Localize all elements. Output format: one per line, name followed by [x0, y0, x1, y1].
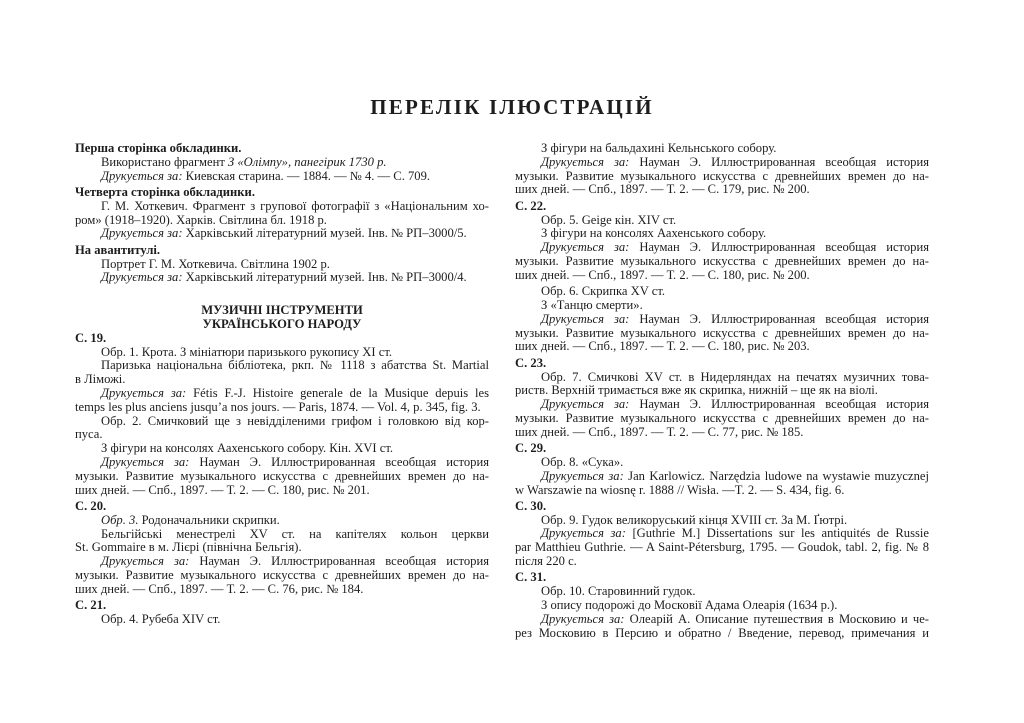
- line-text: риств. Верхній тримається вже як скрипка, нижній – ще як на віолі.: [515, 383, 878, 398]
- text-line: [515, 613, 929, 627]
- entry-heading: [515, 500, 929, 514]
- entry-heading: [75, 186, 489, 200]
- text-line: [515, 426, 929, 440]
- text-line: [75, 415, 489, 429]
- line-text: Харківський літературний музей. Інв. № РП–3000/4.: [182, 270, 467, 285]
- text-line: [75, 156, 489, 170]
- text-line: [515, 269, 929, 283]
- text-line: [515, 170, 929, 184]
- right-column: [515, 142, 929, 640]
- line-text: Перша сторінка обкладинки.: [75, 141, 242, 155]
- line-text: С. 22.: [515, 198, 547, 213]
- text-line: [75, 583, 489, 597]
- text-line: [515, 555, 929, 569]
- line-text: Обр. 7. Смичкові XV ст. в Нидерляндах на печатях музичних това-: [541, 369, 929, 384]
- line-text: Г. М. Хоткевич. Фрагмент з групової фотографії з «Національним хо-: [101, 198, 489, 213]
- line-text: С. 31.: [515, 570, 547, 585]
- text-line: [515, 371, 929, 385]
- text-line: [515, 285, 929, 299]
- text-line: [515, 241, 929, 255]
- text-line: [75, 428, 489, 442]
- entry-heading: [75, 332, 489, 346]
- line-text: St. Gommaire в м. Лієрі (північна Бельгія).: [75, 540, 302, 555]
- line-text: Киевская старина. — 1884. — № 4. — С. 709.: [182, 168, 431, 183]
- line-text: рез Московию в Персию и обратно / Введение, перевод, примечания и: [515, 625, 929, 640]
- line-text: З фігури на консолях Аахенського собору.: [541, 226, 767, 241]
- line-text: ром» (1918–1920). Харків. Світлина бл. 1918 р.: [75, 212, 327, 227]
- line-text: [Guthrie M.] Dissertations sur les antiquités de Russie: [625, 526, 929, 541]
- source-label: Друкується за:: [541, 311, 630, 326]
- text-line: [515, 599, 929, 613]
- line-text: Олеарій А. Описание путешествия в Московию и че-: [624, 611, 929, 626]
- source-label: Друкується за:: [541, 397, 630, 412]
- text-line: [515, 156, 929, 170]
- text-line: [75, 470, 489, 484]
- line-text: Обр. 8. «Сука».: [541, 454, 624, 469]
- line-text: З «Танцю смерти».: [541, 297, 643, 312]
- source-label: Друкується за:: [541, 468, 624, 483]
- text-line: [75, 258, 489, 272]
- text-line: [515, 183, 929, 197]
- line-text: Обр. 2. Смичковий ще з невідділеними грифом і головкою від кор-: [101, 413, 489, 428]
- line-text: музыки. Развитие музыкального искусства с древнейших времен до на-: [515, 253, 929, 268]
- line-text: в Ліможі.: [75, 372, 126, 387]
- line-text: Обр. 5. Geige кін. XIV ст.: [541, 212, 677, 227]
- text-line: [515, 299, 929, 313]
- line-text: ших дней. — Спб., 1897. — Т. 2. — С. 180, рис. № 200.: [515, 267, 810, 282]
- entry-heading: [75, 500, 489, 514]
- line-text: С. 23.: [515, 355, 547, 370]
- text-line: [75, 528, 489, 542]
- source-label: Друкується за:: [101, 270, 183, 285]
- line-text: музыки. Развитие музыкального искусства с древнейших времен до на-: [515, 325, 929, 340]
- text-line: [75, 484, 489, 498]
- text-line: [515, 627, 929, 641]
- line-text: На авантитулі.: [75, 242, 161, 257]
- entry-heading: [515, 200, 929, 214]
- line-text: після 220 с.: [515, 554, 577, 569]
- text-line: [515, 527, 929, 541]
- line-text: temps les plus anciens jusqu’a nos jours. — Paris, 1874. — Vol. 4, p. 345, fig. 3.: [75, 399, 481, 414]
- text-line: [515, 541, 929, 555]
- entry-heading: [515, 571, 929, 585]
- line-text: w Warszawie na wiosnę r. 1888 // Wisła. —T. 2. — S. 434, fig. 6.: [515, 482, 845, 497]
- line-text: Використано фрагмент: [101, 154, 228, 169]
- line-text: музыки. Развитие музыкального искусства с древнейших времен до на-: [515, 410, 929, 425]
- source-label: Друкується за:: [101, 454, 190, 469]
- text-line: [515, 470, 929, 484]
- page-title: ПЕРЕЛІК ІЛЮСТРАЦІЙ: [370, 95, 654, 119]
- text-line: [515, 484, 929, 498]
- section-heading: [75, 304, 489, 318]
- source-label: Друкується за:: [101, 554, 190, 569]
- line-text: Fétis F.-J. Histoire generale de la Musique depuis les: [186, 385, 490, 400]
- source-label: Друкується за:: [541, 611, 625, 626]
- text-line: [75, 555, 489, 569]
- text-line: [515, 384, 929, 398]
- text-line: [515, 412, 929, 426]
- line-text: музыки. Развитие музыкального искусства с древнейших времен до на-: [515, 168, 929, 183]
- text-line: [515, 142, 929, 156]
- text-line: [515, 398, 929, 412]
- text-line: [75, 613, 489, 627]
- source-label: Обр. 3.: [101, 512, 139, 527]
- text-line: [75, 514, 489, 528]
- line-text: С. 21.: [75, 598, 107, 613]
- line-text: З фігури на бальдахині Кельнського собору.: [541, 141, 777, 155]
- text-line: [515, 255, 929, 269]
- source-label: Друкується за:: [101, 385, 187, 400]
- text-line: [515, 313, 929, 327]
- text-line: [515, 214, 929, 228]
- entry-heading: [75, 244, 489, 258]
- line-text: Обр. 4. Рубеба XIV ст.: [101, 611, 221, 626]
- entry-heading: [75, 142, 489, 156]
- text-line: [75, 227, 489, 241]
- line-text: МУЗИЧНІ ІНСТРУМЕНТИ: [201, 303, 363, 318]
- line-text: Науман Э. Иллюстрированная всеобщая история: [189, 454, 490, 469]
- section-heading: [75, 318, 489, 332]
- line-text: Jan Karlowicz. Narzędzia ludowe na wystawie muzycznej: [623, 468, 930, 483]
- source-label: Друкується за:: [541, 154, 630, 169]
- line-text: Науман Э. Иллюстрированная всеобщая история: [629, 240, 930, 255]
- line-text: С. 20.: [75, 498, 107, 513]
- text-line: [75, 200, 489, 214]
- line-text: ших дней. — Спб., 1897. — Т. 2. — С. 180, рис. № 203.: [515, 339, 810, 354]
- line-text: Родоначальники скрипки.: [138, 512, 280, 527]
- line-text: С. 19.: [75, 330, 107, 345]
- text-line: [75, 541, 489, 555]
- line-text: музыки. Развитие музыкального искусства с древнейших времен до на-: [75, 468, 489, 483]
- text-line: [75, 569, 489, 583]
- text-line: [515, 514, 929, 528]
- line-text: УКРАЇНСЬКОГО НАРОДУ: [202, 316, 362, 331]
- text-line: [75, 401, 489, 415]
- left-column: [75, 142, 489, 627]
- line-text: музыки. Развитие музыкального искусства с древнейших времен до на-: [75, 567, 489, 582]
- text-line: [515, 227, 929, 241]
- source-label: Друкується за:: [541, 526, 626, 541]
- text-line: [515, 340, 929, 354]
- source-label: Друкується за:: [541, 240, 630, 255]
- line-text: Науман Э. Иллюстрированная всеобщая история: [629, 397, 930, 412]
- text-line: [75, 456, 489, 470]
- text-line: [75, 359, 489, 373]
- line-text: ших дней. — Спб., 1897. — Т. 2. — С. 180, рис. № 201.: [75, 482, 370, 497]
- entry-heading: [515, 442, 929, 456]
- line-text: ших дней. — Спб., 1897. — Т. 2. — С. 179, рис. № 200.: [515, 182, 810, 197]
- text-line: [75, 373, 489, 387]
- line-text: Портрет Г. М. Хоткевича. Світлина 1902 р.: [101, 256, 330, 271]
- line-text: Четверта сторінка обкладинки.: [75, 184, 255, 199]
- text-line: [515, 327, 929, 341]
- line-text: Обр. 9. Гудок великоруський кінця XVIII ст. За М. Ґютрі.: [541, 512, 848, 527]
- entry-heading: [75, 599, 489, 613]
- entry-heading: [515, 357, 929, 371]
- text-line: [75, 387, 489, 401]
- source-label: Друкується за:: [101, 168, 183, 183]
- line-text: Бельгійські менестрелі XV ст. на капітелях кольон церкви: [101, 526, 489, 541]
- line-text: Обр. 10. Старовинний гудок.: [541, 584, 696, 599]
- line-text: Паризька національна бібліотека, ркп. № 1118 з абатства St. Martial: [101, 358, 489, 373]
- text-line: [75, 271, 489, 285]
- line-text: З опису подорожі до Московії Адама Олеарія (1634 р.).: [541, 598, 838, 613]
- text-line: [75, 214, 489, 228]
- text-line: [75, 170, 489, 184]
- line-text: Науман Э. Иллюстрированная всеобщая история: [629, 154, 930, 169]
- line-text: ших дней. — Спб., 1897. — Т. 2. — С. 76, рис. № 184.: [75, 581, 364, 596]
- line-text: Обр. 1. Крота. З мініатюри паризького рукопису XI ст.: [101, 344, 393, 359]
- line-text: Харківський літературний музей. Інв. № РП–3000/5.: [182, 226, 467, 241]
- line-text: Науман Э. Иллюстрированная всеобщая история: [629, 311, 930, 326]
- italic-title: З «Олімпу», панегірик 1730 р.: [227, 154, 387, 169]
- line-text: ших дней. — Спб., 1897. — Т. 2. — С. 77, рис. № 185.: [515, 424, 804, 439]
- line-text: С. 29.: [515, 441, 547, 456]
- line-text: пуса.: [75, 427, 103, 442]
- line-text: Обр. 6. Скрипка XV ст.: [541, 284, 666, 299]
- line-text: С. 30.: [515, 498, 547, 513]
- line-text: par Matthieu Guthrie. — A Saint-Pétersburg, 1795. — Goudok, tabl. 2, fig. № 8: [515, 540, 929, 555]
- text-line: [75, 346, 489, 360]
- text-line: [75, 442, 489, 456]
- section-spacer: [75, 285, 489, 304]
- text-line: [515, 456, 929, 470]
- line-text: Науман Э. Иллюстрированная всеобщая история: [189, 554, 490, 569]
- text-line: [515, 585, 929, 599]
- source-label: Друкується за:: [101, 226, 183, 241]
- line-text: З фігури на консолях Аахенського собору. Кін. XVI ст.: [101, 441, 394, 456]
